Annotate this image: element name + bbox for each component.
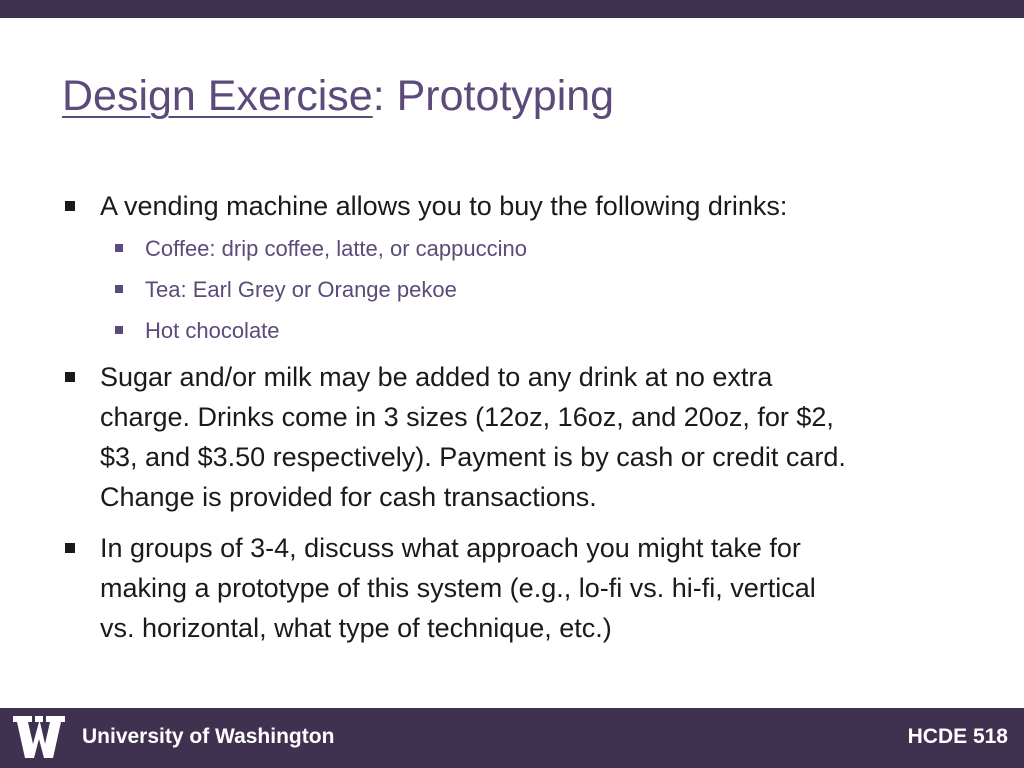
bullet-3 [62,528,962,648]
sub-bullet-coffee [62,228,962,269]
slide-content [62,186,962,648]
square-bullet-icon [115,285,123,293]
footer-university: University of Washington [82,725,335,748]
sub-bullet-tea [62,269,962,310]
bullet-1-sublist [62,228,962,351]
bullet-3-line: In groups of 3-4, discuss what approach you might take for [100,533,801,563]
bullet-1-text: A vending machine allows you to buy the following drinks: [100,191,788,221]
square-bullet-icon [115,326,123,334]
bullet-2-line: $3, and $3.50 respectively). Payment is by cash or credit card. [100,442,846,472]
sub-bullet-text: Hot chocolate [145,318,280,343]
slide-title [62,68,614,124]
footer-course: HCDE 518 [907,725,1008,748]
title-rest: : Prototyping [372,72,615,120]
square-bullet-icon [115,244,123,252]
bullet-2-line: charge. Drinks come in 3 sizes (12oz, 16oz, and 20oz, for $2, [100,402,834,432]
square-bullet-icon [65,372,75,382]
bullet-3-line: vs. horizontal, what type of technique, etc.) [100,613,612,643]
bullet-2-line: Change is provided for cash transactions. [100,482,597,512]
sub-bullet-text: Coffee: drip coffee, latte, or cappuccino [145,236,527,261]
square-bullet-icon [65,543,75,553]
bullet-2-line: Sugar and/or milk may be added to any drink at no extra [100,362,773,392]
sub-bullet-hot-chocolate [62,310,962,351]
bullet-1 [62,186,962,226]
square-bullet-icon [65,201,75,211]
bullet-3-line: making a prototype of this system (e.g., lo-fi vs. hi-fi, vertical [100,573,816,603]
title-link[interactable]: Design Exercise [62,72,373,120]
sub-bullet-text: Tea: Earl Grey or Orange pekoe [145,277,457,302]
footer-bar [0,708,1024,768]
uw-w-logo-icon [13,714,65,760]
top-bar [0,0,1024,18]
bullet-2 [62,357,962,517]
